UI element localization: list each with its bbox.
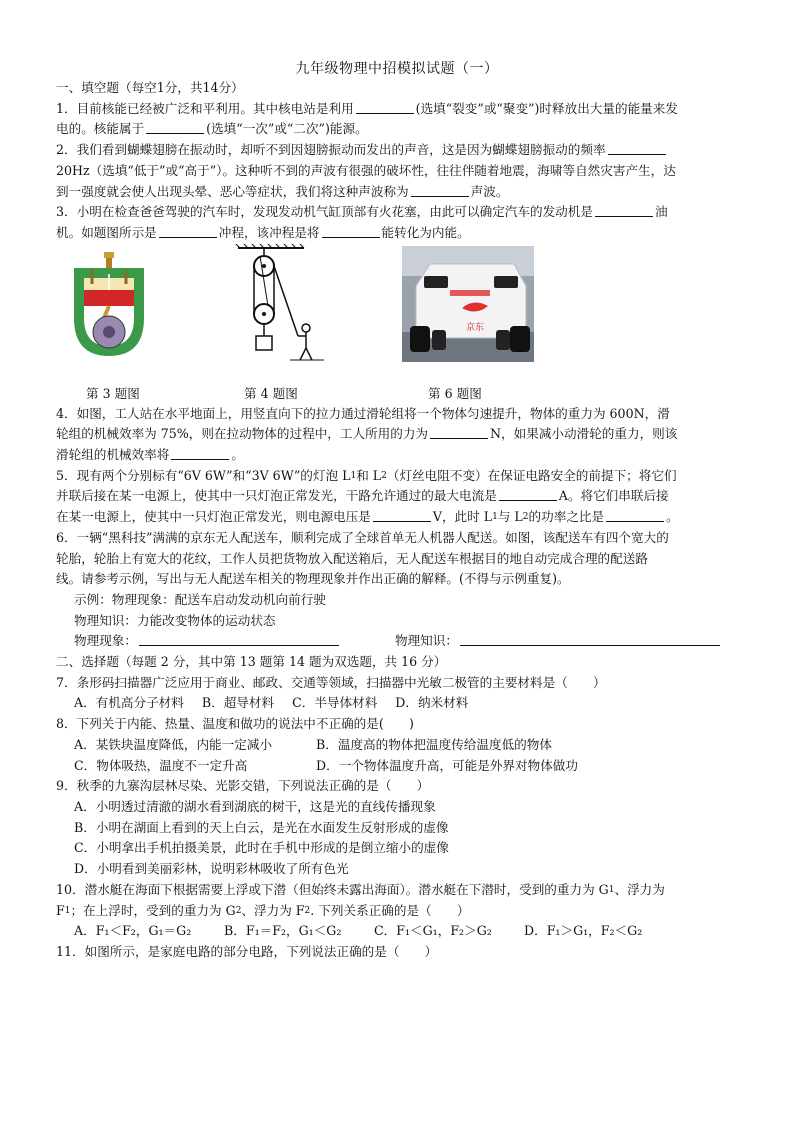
question-9-option-d: D．小明看到美丽彩林，说明彩林吸收了所有色光 xyxy=(74,861,349,877)
question-4-line-2: 轮组的机械效率为 75%，则在拉动物体的过程中，工人所用的力为 N，如果减小动滑轮的重力，则该 xyxy=(56,426,678,442)
answer-blank[interactable] xyxy=(322,223,380,238)
question-5-line-3: 在某一电源上，使其中一只灯泡正常发光，则电源电压是 V，此时 L 1 与 L 2 的功率之比是 。 xyxy=(56,509,679,525)
option-c[interactable]: C．半导体材料 xyxy=(292,695,378,711)
question-9-option-a: A．小明透过清澈的湖水看到湖底的树干，这是光的直线传播现象 xyxy=(74,798,436,814)
answer-blank[interactable] xyxy=(171,445,229,460)
answer-blank[interactable] xyxy=(373,507,431,522)
section-1-heading: 一、填空题（每空1分，共14分） xyxy=(56,80,244,95)
truck-brand-text: 京东 xyxy=(466,322,485,333)
answer-blank[interactable] xyxy=(146,119,204,134)
option-a[interactable]: A．某铁块温度降低，内能一定减小 xyxy=(74,736,273,752)
question-6-answer-line: 物理现象： 物理知识： xyxy=(56,631,740,652)
question-6-line-1: 6．一辆“黑科技”满满的京东无人配送车，顺利完成了全球首单无人机器人配送。如图，该配送车有四个宽大的 xyxy=(56,529,669,545)
question-10-options xyxy=(56,921,740,942)
question-8-options-cd xyxy=(56,756,740,777)
question-5-line-2: 并联后接在某一电源上，使其中一只灯泡正常发光，干路允许通过的最大电流是 A。将它们串联后接 xyxy=(56,488,669,504)
option-c[interactable]: C．物体吸热，温度不一定升高 xyxy=(74,757,248,773)
question-9-stem: 9．秋季的九寨沟层林尽染、光影交错，下列说法正确的是（ ） xyxy=(56,778,430,794)
question-6-example-knowledge: 物理知识：力能改变物体的运动状态 xyxy=(74,612,276,628)
answer-blank[interactable] xyxy=(411,182,469,197)
option-b[interactable]: B．F₁＝F₂，G₁＜G₂ xyxy=(224,923,342,939)
question-6-example-phenomenon: 示例：物理现象：配送车启动发动机向前行驶 xyxy=(74,591,326,607)
question-10-line-2: F 1 ；在上浮时，受到的重力为 G 2 、浮力为 F 2 . 下列关系正确的是（ ） xyxy=(56,902,470,918)
question-10-line-1: 10．潜水艇在海面下根据需要上浮或下潜（但始终未露出海面）。潜水艇在下潜时，受到的重力为 G 1 、浮力为 xyxy=(56,881,665,897)
question-5-line-1: 5．现有两个分别标有“6V 6W”和“3V 6W”的灯泡 L 1 和 L 2 （灯丝电阻不变）在保证电路安全的前提下；将它们 xyxy=(56,467,677,483)
question-2-line-1: 2．我们看到蝴蝶翅膀在振动时，却听不到因翅膀振动而发出的声音，这是因为蝴蝶翅膀振动的频率 xyxy=(56,140,740,161)
question-9-option-b: B．小明在湖面上看到的天上白云，是光在水面发生反射形成的虚像 xyxy=(74,819,449,835)
option-b[interactable]: B．温度高的物体把温度传给温度低的物体 xyxy=(316,736,552,752)
question-6-line-3: 线。请参考示例，写出与无人配送车相关的物理现象并作出正确的解释。(不得与示例重复)。 xyxy=(56,571,570,587)
figure-4-caption: 第 4 题图 xyxy=(244,385,298,401)
question-8-stem: 8．下列关于内能、热量、温度和做功的说法中不正确的是( ) xyxy=(56,716,414,732)
question-2-line-3: 到一强度就会使人出现头晕、恶心等症状，我们将这种声波称为 声波。 xyxy=(56,183,509,199)
exam-content xyxy=(56,78,740,963)
question-6-line-2: 轮胎，轮胎上有宽大的花纹，工作人员把货物放入配送箱后，无人配送车根据目的地自动完成合理的配送路 xyxy=(56,550,648,566)
option-a[interactable]: A．F₁＜F₂，G₁＝G₂ xyxy=(74,923,192,939)
answer-blank[interactable] xyxy=(430,424,488,439)
question-3-line-2: 机。如题图所示是 冲程，该冲程是将 能转化为内能。 xyxy=(56,224,470,240)
engine-cylinder-figure xyxy=(70,250,148,360)
question-7-stem: 7．条形码扫描器广泛应用于商业、邮政、交通等领域，扫描器中光敏二极管的主要材料是（ ） xyxy=(56,674,606,690)
option-d[interactable]: D．F₁＞G₁，F₂＜G₂ xyxy=(524,923,643,939)
option-d[interactable]: D．纳米材料 xyxy=(395,695,469,711)
option-b[interactable]: B．超导材料 xyxy=(201,695,275,711)
question-1-line-1: 1．目前核能已经被广泛和平利用。其中核电站是利用 (选填“裂变”或“聚变”)时释放出大量的能量来发 xyxy=(56,100,678,116)
question-8-options-ab xyxy=(56,735,740,756)
option-c[interactable]: C．F₁＜G₁，F₂＞G₂ xyxy=(374,923,492,939)
option-a[interactable]: A．有机高分子材料 xyxy=(74,695,184,711)
knowledge-answer-blank[interactable] xyxy=(460,631,720,646)
question-11-stem: 11．如图所示，是家庭电路的部分电路，下列说法正确的是（ ） xyxy=(56,943,438,959)
answer-blank[interactable] xyxy=(499,486,557,501)
phenomenon-answer-blank[interactable] xyxy=(139,631,339,646)
answer-blank[interactable] xyxy=(356,99,414,114)
answer-blank[interactable] xyxy=(595,202,653,217)
figures-row xyxy=(56,244,740,404)
answer-blank[interactable] xyxy=(159,223,217,238)
question-2-line-2: 20Hz（选填“低于”或“高于”）。这种听不到的声波有很强的破坏性，往往伴随着地震，海啸等自然灾害产生，达 xyxy=(56,162,676,178)
option-d[interactable]: D．一个物体温度升高，可能是外界对物体做功 xyxy=(316,757,578,773)
section-2-heading: 二、选择题（每题 2 分，其中第 13 题第 14 题为双选题，共 16 分） xyxy=(56,654,447,670)
figure-6-caption: 第 6 题图 xyxy=(428,385,482,401)
question-9-option-c: C．小明拿出手机拍摄美景，此时在手机中形成的是倒立缩小的虚像 xyxy=(74,840,449,856)
page-title: 九年级物理中招模拟试题（一） xyxy=(295,61,499,77)
question-3-line-1: 3．小明在检查爸爸驾驶的汽车时，发现发动机气缸顶部有火花塞，由此可以确定汽车的发动机是 油 xyxy=(56,204,668,220)
question-4-line-3: 滑轮组的机械效率将 。 xyxy=(56,447,244,463)
delivery-vehicle-figure xyxy=(402,246,534,362)
pulley-system-figure xyxy=(234,244,330,364)
question-7-options xyxy=(56,693,740,714)
answer-blank[interactable] xyxy=(608,140,666,155)
question-4-line-1: 4．如图，工人站在水平地面上，用竖直向下的拉力通过滑轮组将一个物体匀速提升，物体的重力为 600N，滑 xyxy=(56,405,670,421)
figure-3-caption: 第 3 题图 xyxy=(86,385,140,401)
question-1-line-2: 电的。核能属于 (选填“一次”或“二次”)能源。 xyxy=(56,121,368,137)
answer-blank[interactable] xyxy=(606,507,664,522)
